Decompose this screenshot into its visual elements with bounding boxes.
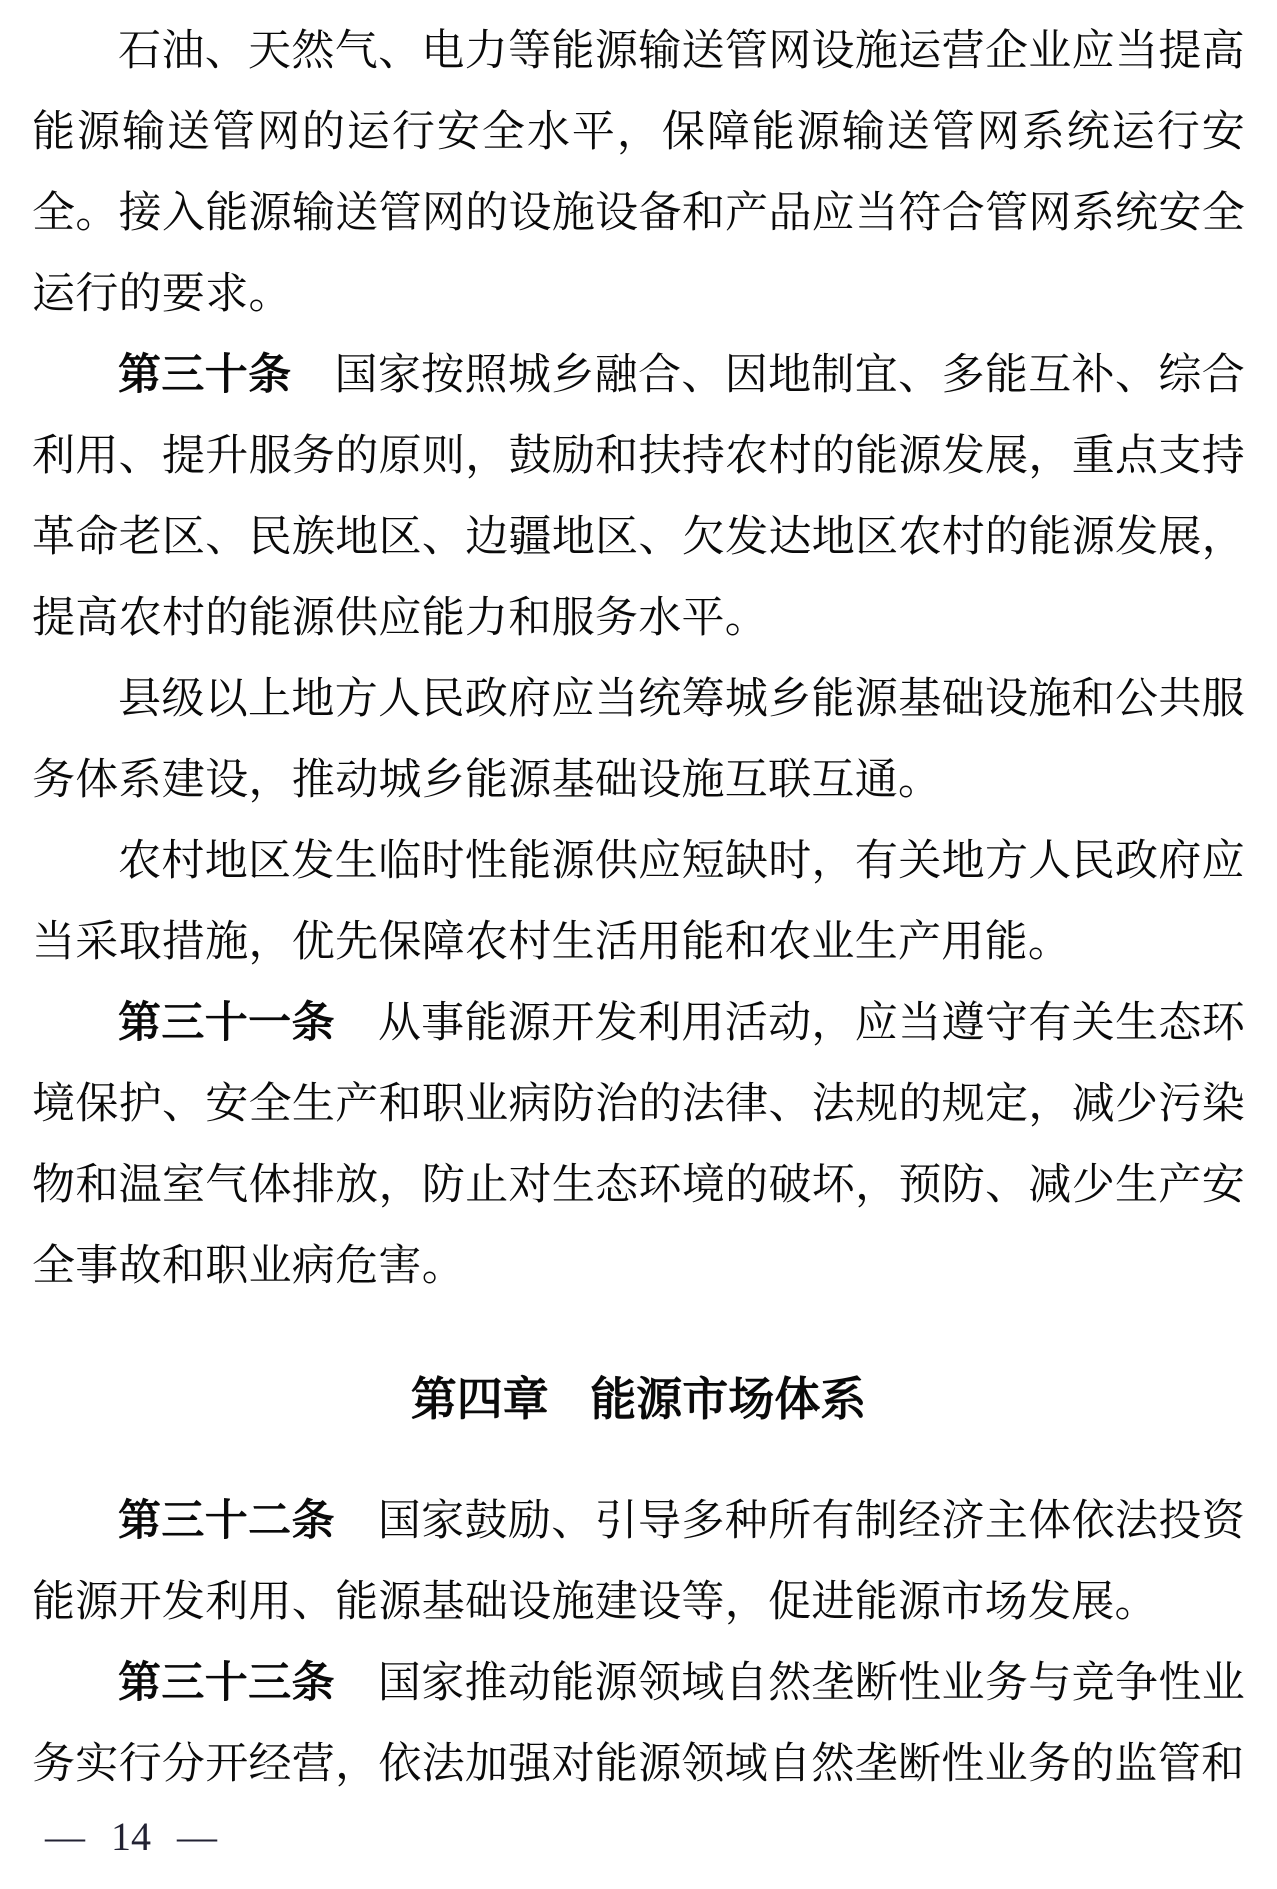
article-text: 从事能源开发利用活动，应当遵守有关生态环境保护、安全生产和职业病防治的法律、法规的规定，减少污染物和温室气体排放，防止对生态环境的破坏，预防、减少生产安全事故和职业病危害。 [32, 1000, 1245, 1290]
article-text: 国家鼓励、引导多种所有制经济主体依法投资能源开发利用、能源基础设施建设等，促进能源市场发展。 [32, 1498, 1245, 1626]
page-number: 14 [111, 1814, 151, 1859]
article-number-label: 第三十一条 [118, 1000, 335, 1047]
article-paragraph [32, 983, 1245, 1307]
article-number-label: 第三十二条 [118, 1498, 335, 1545]
article-number-label: 第三十条 [118, 352, 292, 399]
article-paragraph [32, 1481, 1245, 1643]
chapter-heading [32, 1374, 1245, 1426]
body-paragraph [32, 821, 1245, 983]
article-text: 国家按照城乡融合、因地制宜、多能互补、综合利用、提升服务的原则，鼓励和扶持农村的能源发展，重点支持革命老区、民族地区、边疆地区、欠发达地区农村的能源发展，提高农村的能源供应能力和服务水平。 [32, 352, 1245, 642]
paragraph-text: 县级以上地方人民政府应当统筹城乡能源基础设施和公共服务体系建设，推动城乡能源基础设施互联互通。 [32, 676, 1245, 804]
article-text: 国家推动能源领域自然垄断性业务与竞争性业务实行分开经营，依法加强对能源领域自然垄断性业务的监管和 [32, 1660, 1245, 1788]
article-number-label: 第三十三条 [118, 1660, 335, 1707]
article-paragraph [32, 1643, 1245, 1805]
footer-dash-right: — [177, 1814, 217, 1859]
article-paragraph [32, 335, 1245, 659]
paragraph-text: 农村地区发生临时性能源供应短缺时，有关地方人民政府应当采取措施，优先保障农村生活用能和农业生产用能。 [32, 838, 1245, 966]
chapter-number: 第四章 [410, 1374, 549, 1425]
body-paragraph [32, 659, 1245, 821]
paragraph-text: 石油、天然气、电力等能源输送管网设施运营企业应当提高能源输送管网的运行安全水平，保障能源输送管网系统运行安全。接入能源输送管网的设施设备和产品应当符合管网系统安全运行的要求。 [32, 28, 1245, 318]
chapter-title: 能源市场体系 [590, 1374, 867, 1425]
page-footer [45, 1815, 217, 1859]
footer-dash-left: — [45, 1814, 85, 1859]
body-paragraph [32, 11, 1245, 335]
